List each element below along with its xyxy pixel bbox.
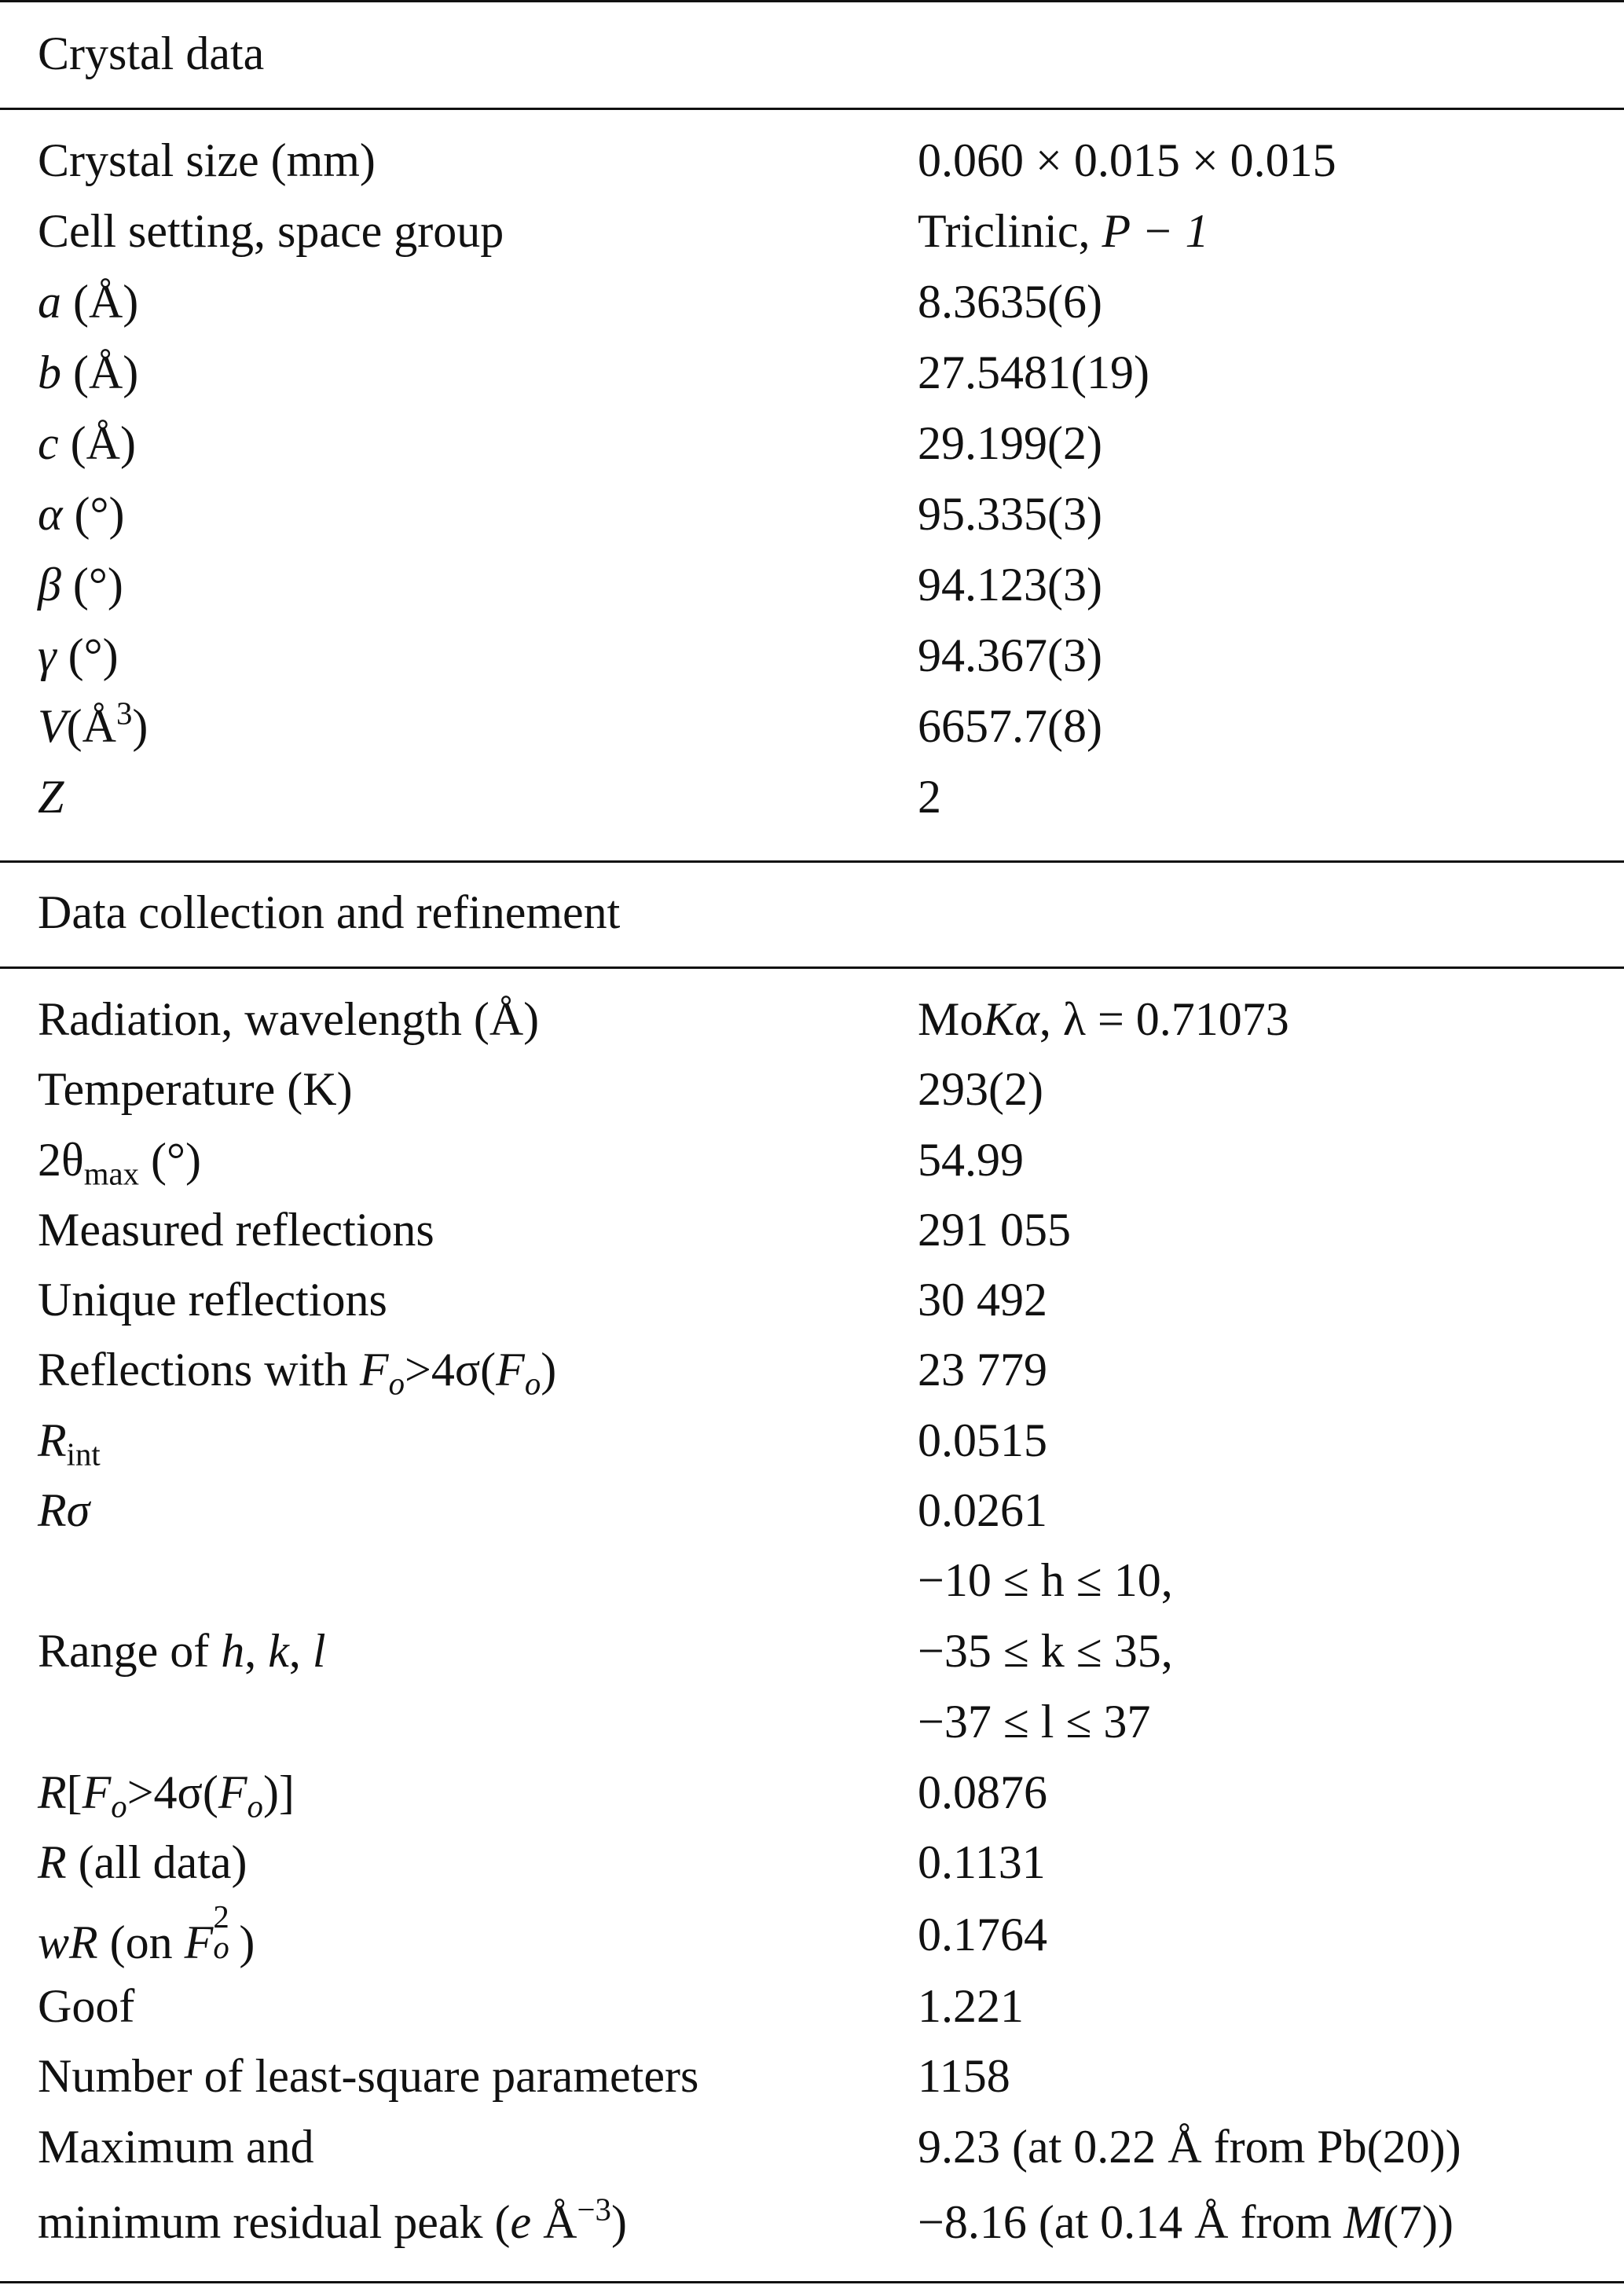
- row-label-rsigma: Rσ: [38, 1484, 90, 1536]
- row-label-radiation: Radiation, wavelength (Å): [38, 993, 540, 1045]
- row-value-residual-peak-min: −8.16 (at 0.14 Å from M(7)): [918, 2196, 1454, 2248]
- row-value-cell-setting: Triclinic, P − 1: [918, 205, 1209, 257]
- row-label-reflections-with-fo: Reflections with $F_o>4\sigma(F_o)$: [38, 1344, 557, 1402]
- row-value-rsigma: 0.0261: [918, 1484, 1047, 1536]
- row-label-z: Z: [38, 771, 64, 823]
- row-value-range-k: −35 ≤ k ≤ 35,: [918, 1625, 1173, 1677]
- row-value-rint: 0.0515: [918, 1414, 1047, 1466]
- row-value-goof: 1.221: [918, 1980, 1024, 2032]
- section-header-data-collection: Data collection and refinement: [38, 886, 621, 938]
- row-value-reflections-with-fo: 23 779: [918, 1344, 1047, 1396]
- row-label-b: b (Å): [38, 347, 139, 398]
- row-label-temperature: Temperature (K): [38, 1063, 353, 1115]
- row-value-temperature: 293(2): [918, 1063, 1043, 1115]
- row-label-gamma: γ (°): [38, 629, 119, 681]
- row-label-parameters: Number of least-square parameters: [38, 2050, 699, 2102]
- row-value-wr: 0.1764: [918, 1909, 1047, 1960]
- section-rule: [0, 108, 1624, 110]
- row-value-radiation: MoKα, λ = 0.71073: [918, 993, 1289, 1045]
- row-value-unique-reflections: 30 492: [918, 1274, 1047, 1326]
- row-value-2theta-max: 54.99: [918, 1134, 1024, 1186]
- table-top-rule: [0, 0, 1624, 2]
- row-value-r-all-data: 0.1131: [918, 1836, 1046, 1888]
- row-label-residual-peak-min: minimum residual peak (e $Å^{-3}$): [38, 2191, 627, 2248]
- row-value-alpha: 95.335(3): [918, 488, 1102, 540]
- row-label-measured-reflections: Measured reflections: [38, 1204, 434, 1256]
- row-value-gamma: 94.367(3): [918, 629, 1102, 681]
- row-label-c: c (Å): [38, 417, 136, 469]
- row-value-b: 27.5481(19): [918, 347, 1149, 398]
- row-value-crystal-size: 0.060 × 0.015 × 0.015: [918, 134, 1336, 186]
- row-value-range-l: −37 ≤ l ≤ 37: [918, 1696, 1151, 1748]
- row-label-range-hkl: Range of h, k, l: [38, 1625, 326, 1677]
- row-label-alpha: α (°): [38, 488, 125, 540]
- row-value-volume: 6657.7(8): [918, 700, 1102, 752]
- row-value-range-h: −10 ≤ h ≤ 10,: [918, 1554, 1173, 1606]
- row-label-2theta-max: $2\theta_{max}$ (°): [38, 1134, 201, 1192]
- row-label-r-fo: $R[F_o>4\sigma(F_o)]$: [38, 1766, 295, 1825]
- section-rule: [0, 860, 1624, 863]
- row-label-rint: $R_{int}$: [38, 1414, 101, 1473]
- row-value-residual-peak-max: 9.23 (at 0.22 Å from Pb(20)): [918, 2121, 1461, 2173]
- section-header-crystal-data: Crystal data: [38, 28, 265, 79]
- row-value-measured-reflections: 291 055: [918, 1204, 1071, 1256]
- row-label-beta: β (°): [38, 559, 123, 611]
- row-value-a: 8.3635(6): [918, 276, 1102, 328]
- row-value-beta: 94.123(3): [918, 559, 1102, 611]
- row-label-cell-setting: Cell setting, space group: [38, 205, 504, 257]
- table-bottom-rule: [0, 2281, 1624, 2283]
- row-label-crystal-size: Crystal size (mm): [38, 134, 376, 186]
- row-label-r-all-data: R (all data): [38, 1836, 247, 1888]
- section-rule: [0, 966, 1624, 969]
- row-value-r-fo: 0.0876: [918, 1766, 1047, 1818]
- row-label-wr: wR (on F 2 o ): [38, 1898, 255, 1968]
- row-label-residual-peak-max: Maximum and: [38, 2121, 314, 2173]
- row-label-goof: Goof: [38, 1980, 135, 2032]
- row-label-volume: $V(Å^3)$: [38, 695, 148, 752]
- row-value-parameters: 1158: [918, 2050, 1010, 2102]
- row-label-unique-reflections: Unique reflections: [38, 1274, 387, 1326]
- row-value-z: 2: [918, 771, 941, 823]
- row-label-a: a (Å): [38, 276, 139, 328]
- row-value-c: 29.199(2): [918, 417, 1102, 469]
